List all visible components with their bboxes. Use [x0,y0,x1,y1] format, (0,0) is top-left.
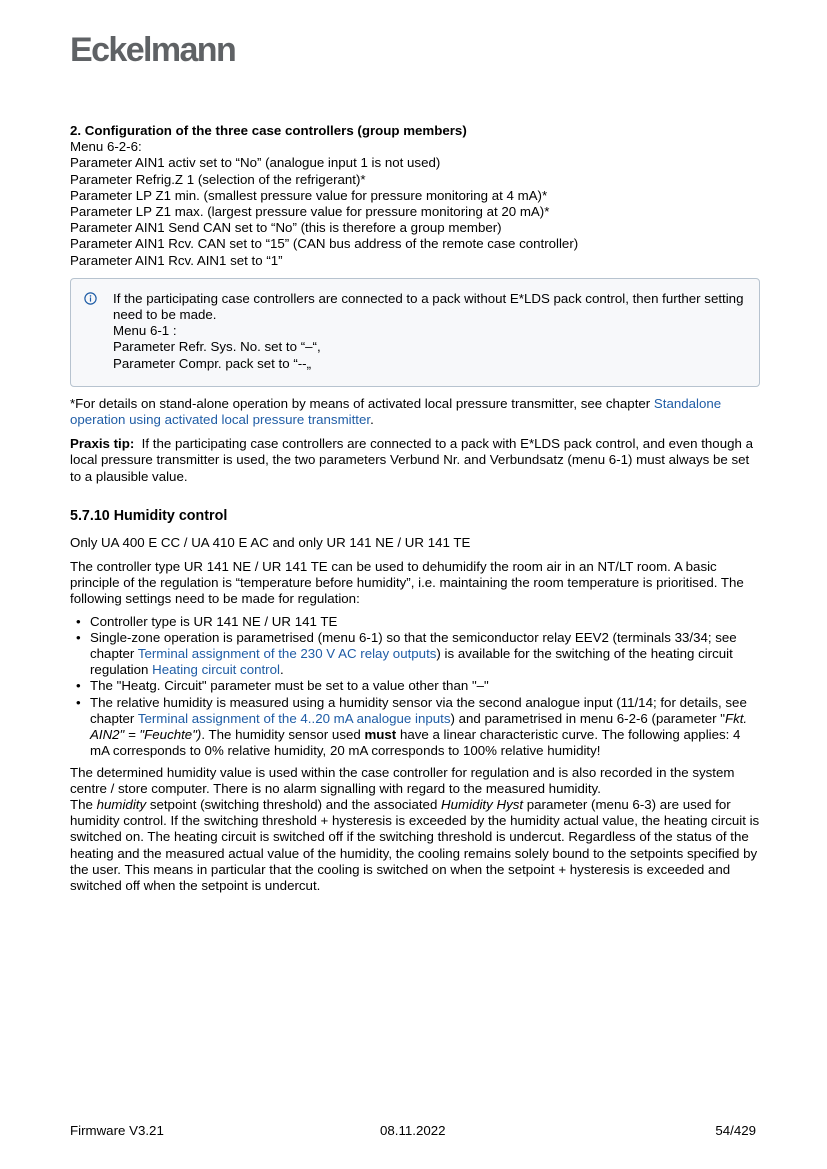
config-line: Parameter LP Z1 min. (smallest pressure value for pressure monitoring at 4 mA)* [70,187,548,203]
humidity-settings-list [70,614,760,760]
para-text-italic: humidity [96,796,147,812]
para-text: The [70,796,97,812]
link-relay-outputs[interactable]: Terminal assignment of the 230 V AC relay outputs [137,646,437,662]
page-content [70,123,760,894]
link-analogue-inputs[interactable]: Terminal assignment of the 4..20 mA analogue inputs [137,710,451,726]
note-line: Parameter Compr. pack set to “--„ [113,355,312,371]
note-line: Menu 6-1 : [113,323,177,339]
footer-firmware: Firmware V3.21 [70,1123,164,1138]
list-item [90,695,760,760]
list-text-bold: must [364,727,397,743]
config-section [70,123,760,269]
list-item: • The "Heatg. Circuit" parameter must be set to a value other than "–" [90,678,760,694]
list-text-italic: Fkt. AIN2" = "Feuchte") [90,710,748,743]
para-text-italic: Humidity Hyst [441,796,524,812]
link-heating-circuit-control[interactable]: Heating circuit control [152,662,280,678]
config-heading: 2. Configuration of the three case controllers (group members) [70,123,467,138]
list-text: Single-zone operation is parametrised (menu 6-1) so that the semiconductor relay EEV2 (terminals 33/34; see chapter [90,629,737,662]
praxis-tip-label: Praxis tip: [70,436,135,452]
list-item [90,630,760,679]
company-logo: Eckelmann [70,31,236,69]
config-line: Parameter AIN1 Rcv. CAN set to “15” (CAN bus address of the remote case controller) [70,236,579,252]
list-text: . The humidity sensor used [201,727,365,743]
footnote-end: . [370,412,374,428]
config-line: Parameter AIN1 Send CAN set to “No” (this is therefore a group member) [70,220,502,236]
list-text: . [279,662,284,678]
list-text: have a linear characteristic curve. The following applies: 4 mA corresponds to 0% relative humidity, 20 mA corresponds to 100% relative humidity! [90,727,741,759]
para-text: parameter (menu 6-3) are used for humidity control. If the switching threshold + hysteresis is exceeded by the humidity actual value, the heating circuit is switched on. The heating circuit is switched off if the switching threshold is undercut. Regardless of the status of the heating and the measured actual value of the humidity, the cooling remains solely bound to the setpoints specified by the user. This means in particular that the cooling is switched on when the setpoint + hysteresis is exceeded and switched off when the setpoint is undercut. [70,796,760,893]
humidity-intro: The controller type UR 141 NE / UR 141 TE can be used to dehumidify the room air in an NT/LT room. A basic principle of the regulation is “temperature before humidity”, i.e. maintaining the room temperature is prioritised. The following settings need to be made for regulation: [70,559,744,607]
config-line: Parameter Refrig.Z 1 (selection of the refrigerant)* [70,171,366,187]
config-line: Menu 6-2-6: [70,139,142,155]
link-standalone-operation[interactable]: Standalone operation using activated local pressure transmitter [70,395,722,428]
list-text: ) is available for the switching of the heating circuit regulation [90,646,733,678]
footnote-text: *For details on stand-alone operation by means of activated local pressure transmitter, see chapter [70,395,654,411]
para-text: setpoint (switching threshold) and the associated [146,796,442,812]
list-text: ) and parametrised in menu 6-2-6 (parameter " [450,710,725,726]
info-note-box [70,278,760,387]
humidity-paragraph: The determined humidity value is used within the case controller for regulation and is also recorded in the system centre / store computer. There is no alarm signalling with regard to the measured humidity. [70,764,735,796]
page-footer [70,1123,756,1139]
info-icon [84,292,97,305]
note-line: Parameter Refr. Sys. No. set to “–“, [113,339,321,355]
humidity-scope: Only UA 400 E CC / UA 410 E AC and only UR 141 NE / UR 141 TE [70,534,471,550]
list-item: • Controller type is UR 141 NE / UR 141 TE [90,614,760,630]
section-heading-humidity-control: 5.7.10 Humidity control [70,507,228,524]
humidity-paragraph [70,797,760,894]
config-line: Parameter LP Z1 max. (largest pressure value for pressure monitoring at 20 mA)* [70,204,550,220]
footnote [70,396,760,428]
footer-page-number: 54/429 [715,1123,756,1138]
config-line: Parameter AIN1 activ set to “No” (analogue input 1 is not used) [70,155,441,171]
praxis-tip-text: If the participating case controllers are connected to a pack with E*LDS pack control, and even though a local pressure transmitter is used, the two parameters Verbund Nr. and Verbundsatz (menu 6-1) must always be set to a plausible value. [70,436,757,484]
config-line: Parameter AIN1 Rcv. AIN1 set to “1” [70,252,283,268]
praxis-tip [70,436,760,485]
list-text: The relative humidity is measured using a humidity sensor via the second analogue input (11/14; for details, see chapter [90,694,747,726]
footer-date: 08.11.2022 [380,1123,446,1138]
note-line: If the participating case controllers are connected to a pack without E*LDS pack control, then further setting need to be made. [113,290,744,323]
